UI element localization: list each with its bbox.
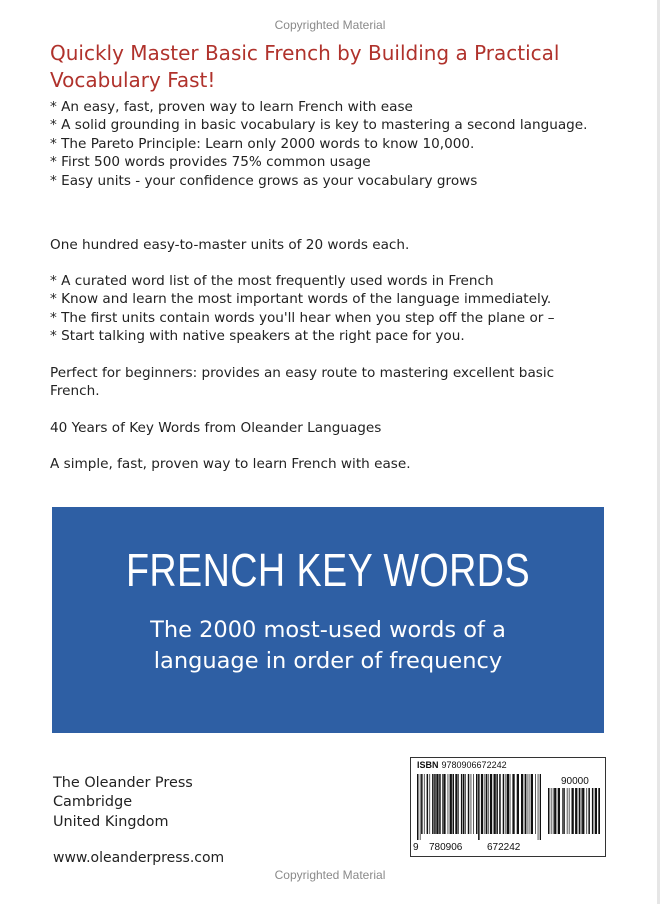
barcode-bar <box>461 774 463 834</box>
barcode-bar <box>436 774 438 834</box>
barcode-bar <box>551 788 552 834</box>
barcode-bar <box>494 774 496 834</box>
barcode-bar <box>481 774 483 834</box>
bullet-item: * A solid grounding in basic vocabulary is key to mastering a second language. <box>50 117 588 134</box>
barcode-bar <box>448 774 449 834</box>
bullet-item: * The Pareto Principle: Learn only 2000 words to know 10,000. <box>50 135 475 152</box>
publisher-name: The Oleander Press <box>53 775 193 791</box>
bullet-list-1 <box>50 98 625 190</box>
barcode-bar <box>588 788 590 834</box>
barcode-digit-group: 780906 <box>429 842 463 853</box>
barcode-bar <box>427 774 429 834</box>
barcode-bar <box>529 774 530 834</box>
barcode-bar <box>421 774 423 834</box>
publisher-website: www.oleanderpress.com <box>53 850 225 866</box>
barcode-bar <box>465 774 466 834</box>
publisher-address <box>53 774 193 832</box>
copyright-notice-bottom: Copyrighted Material <box>274 868 386 882</box>
barcode-bar <box>471 774 472 834</box>
bullet-list-2 <box>50 272 625 346</box>
barcode-digit-group: 672242 <box>487 842 521 853</box>
barcode-bar <box>527 774 528 834</box>
barcode-bar <box>553 788 554 834</box>
barcode-bar <box>453 774 455 834</box>
bullet-item: * Start talking with native speakers at the right pace for you. <box>50 328 465 345</box>
barcode-bar <box>572 788 574 834</box>
barcode-bar <box>455 774 457 834</box>
barcode-bar <box>535 774 536 834</box>
barcode-digit-first: 9 <box>413 842 419 853</box>
barcode-bar <box>579 788 581 834</box>
barcode-bar <box>538 774 539 840</box>
isbn-label-line <box>417 760 507 770</box>
barcode-bar <box>488 774 489 834</box>
barcode-bar <box>586 788 587 834</box>
barcode-bar <box>439 774 441 834</box>
barcode-bar <box>540 774 541 840</box>
isbn-number: 9780906672242 <box>441 760 507 770</box>
barcode-bar <box>521 774 523 834</box>
barcode-bar <box>503 774 505 834</box>
barcode-bar <box>563 788 565 834</box>
barcode-bar <box>432 774 434 834</box>
barcode-bar <box>486 774 488 834</box>
barcode-bar <box>525 774 527 834</box>
isbn-barcode <box>410 757 606 857</box>
barcode-bar <box>434 774 436 834</box>
barcode-bar <box>548 788 550 834</box>
beginners-paragraph: Perfect for beginners: provides an easy route to mastering excellent basic French. <box>50 365 555 400</box>
barcode-bar <box>443 774 445 834</box>
barcode-bar <box>592 788 594 834</box>
bullet-item: * A curated word list of the most frequently used words in French <box>50 273 494 289</box>
units-paragraph: One hundred easy-to-master units of 20 words each. <box>50 237 410 253</box>
barcode-bar <box>429 774 430 834</box>
bullet-item: * Know and learn the most important words of the language immediately. <box>50 291 552 308</box>
panel-subtitle-line: language in order of frequency <box>153 648 503 674</box>
closing-paragraph: A simple, fast, proven way to learn French with ease. <box>50 456 411 472</box>
barcode-bar <box>463 774 465 834</box>
panel-title: FRENCH KEY WORDS <box>125 544 531 596</box>
bullet-item: * An easy, fast, proven way to learn French with ease <box>50 99 413 115</box>
bullet-item: * The first units contain words you'll hear when you step off the plane or – <box>50 309 555 326</box>
barcode-bar <box>595 788 597 834</box>
bullet-item: * Easy units - your confidence grows as your vocabulary grows <box>50 172 478 189</box>
barcode-bar <box>490 774 492 834</box>
addon-number: 90000 <box>561 776 589 787</box>
barcode-bar <box>478 774 480 840</box>
barcode-bar <box>420 774 421 840</box>
publisher-city: Cambridge <box>53 794 133 811</box>
barcode-bar <box>485 774 486 834</box>
barcode-bar <box>506 774 507 834</box>
barcode-bar <box>476 774 478 834</box>
title-panel <box>52 507 604 733</box>
panel-subtitle <box>52 615 604 677</box>
barcode-bar <box>567 788 568 834</box>
barcode-bar <box>562 788 563 834</box>
barcode-bar <box>468 774 470 834</box>
barcode-bar <box>582 788 584 834</box>
barcode-bar <box>507 774 509 834</box>
barcode-bar <box>458 774 459 834</box>
barcode-bar <box>554 788 556 834</box>
barcode-bar <box>496 774 498 834</box>
barcode-bar <box>558 788 560 834</box>
barcode-bar <box>442 774 443 834</box>
barcode-bar <box>510 774 511 834</box>
barcode-bar <box>424 774 425 834</box>
barcode-bar <box>517 774 519 834</box>
bullet-item: * First 500 words provides 75% common usage <box>50 154 371 171</box>
addon-barcode-bars <box>548 788 600 840</box>
barcode-bar <box>450 774 452 834</box>
years-paragraph: 40 Years of Key Words from Oleander Languages <box>50 420 382 436</box>
barcode-bar <box>569 788 570 834</box>
barcode-bar <box>499 774 501 834</box>
isbn-label: ISBN <box>417 760 439 770</box>
barcode-bar <box>473 774 474 834</box>
barcode-bar <box>598 788 600 834</box>
headline: Quickly Master Basic French by Building a Practical Vocabulary Fast! <box>50 41 560 92</box>
barcode-bar <box>417 774 419 840</box>
barcode-bar <box>575 788 577 834</box>
barcode-bar <box>581 788 582 834</box>
copyright-notice-top: Copyrighted Material <box>274 18 386 32</box>
barcode-bar <box>531 774 533 834</box>
barcode-bar <box>512 774 514 834</box>
barcode-bars <box>417 774 541 840</box>
panel-subtitle-line: The 2000 most-used words of a <box>150 617 506 643</box>
publisher-country: United Kingdom <box>53 813 169 830</box>
